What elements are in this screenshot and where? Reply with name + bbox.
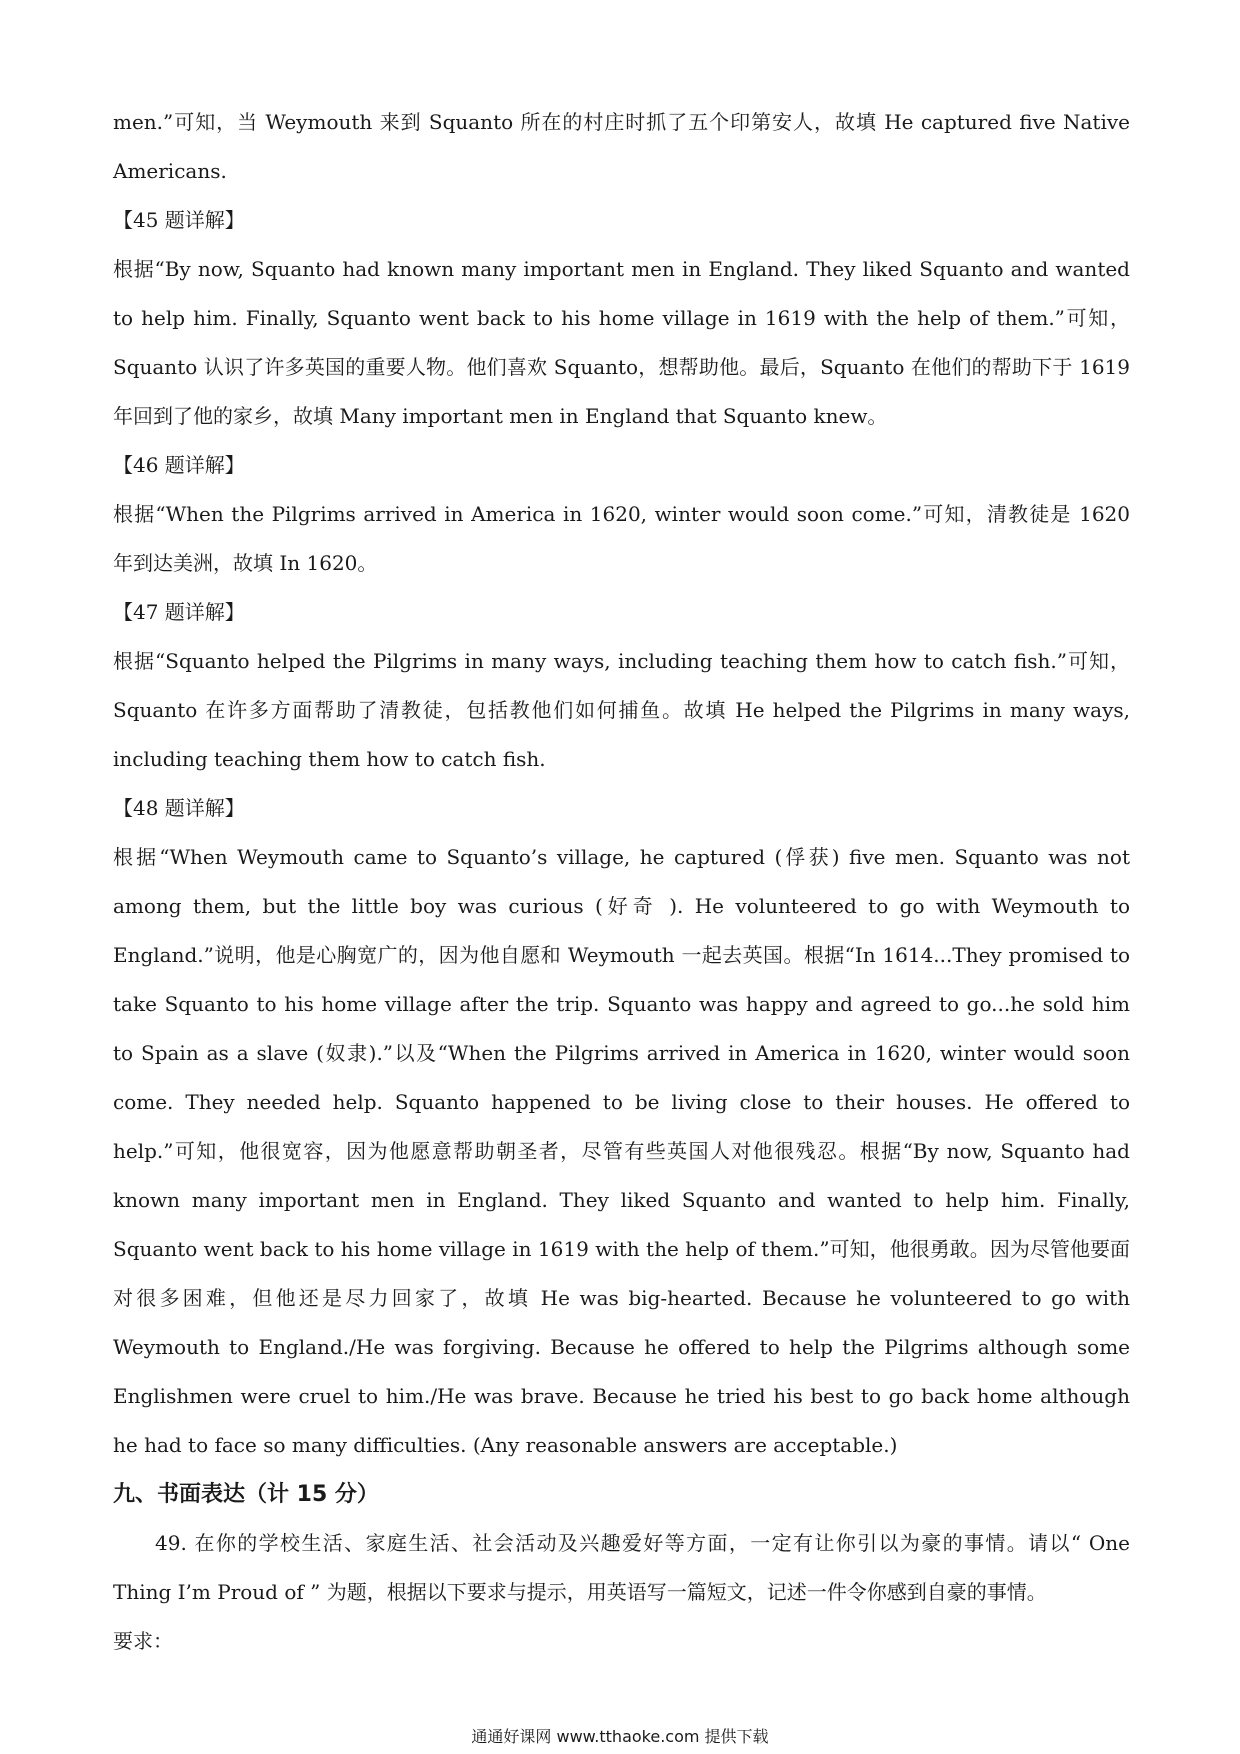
document-body (113, 98, 1130, 1666)
heading-46: 【46 题详解】 (113, 453, 245, 477)
paragraph-47: 根据“Squanto helped the Pilgrims in many ways, including teaching them how to catch fish.”可知，Squanto 在许多方面帮助了清教徒，包括教他们如何捕鱼。故填 He helped the Pilgrims in many ways, including teaching them how to catch fish. (113, 649, 1130, 771)
paragraph-44-continued: men.”可知，当 Weymouth 来到 Squanto 所在的村庄时抓了五个印第安人，故填 He captured five Native Americans. (113, 110, 1130, 183)
question-49: 49. 在你的学校生活、家庭生活、社会活动及兴趣爱好等方面，一定有让你引以为豪的事情。请以“ One Thing I’m Proud of ” 为题，根据以下要求与提示，用英语写一篇短文，记述一件令你感到自豪的事情。 (113, 1531, 1130, 1604)
heading-47: 【47 题详解】 (113, 600, 245, 624)
requirements-label: 要求： (113, 1629, 173, 1653)
paragraph-46: 根据“When the Pilgrims arrived in America in 1620, winter would soon come.”可知，清教徒是 1620 年到达美洲，故填 In 1620。 (113, 502, 1130, 575)
heading-48: 【48 题详解】 (113, 796, 245, 820)
paragraph-45: 根据“By now, Squanto had known many important men in England. They liked Squanto and wanted to help him. Finally, Squanto went back to his home village in 1619 with the help of them.”可知，Squanto 认识了许多英国的重要人物。他们喜欢 Squanto，想帮助他。最后，Squanto 在他们的帮助下于 1619 年回到了他的家乡，故填 Many important men in England that Squanto knew。 (113, 257, 1130, 428)
section-heading-writing: 九、书面表达（计 15 分） (113, 1482, 379, 1507)
paragraph-48: 根据“When Weymouth came to Squanto’s village, he captured (俘获) five men. Squanto was not among them, but the little boy was curious (好奇 ). He volunteered to go with Weymouth to England.”说明，他是心胸宽广的，因为他自愿和 Weymouth 一起去英国。根据“In 1614...They promised to take Squanto to his home village after the trip. Squanto was happy and agreed to go...he sold him to Spain as a slave (奴隶).”以及“When the Pilgrims arrived in America in 1620, winter would soon come. They needed help. Squanto happened to be living close to their houses. He offered to help.”可知，他很宽容，因为他愿意帮助朝圣者，尽管有些英国人对他很残忍。根据“By now, Squanto had known many important men in England. They liked Squanto and wanted to help him. Finally, Squanto went back to his home village in 1619 with the help of them.”可知，他很勇敢。因为尽管他要面对很多困难，但他还是尽力回家了，故填 He was big-hearted. Because he volunteered to go with Weymouth to England./He was forgiving. Because he offered to help the Pilgrims although some Englishmen were cruel to him./He was brave. Because he tried his best to go back home although he had to face so many difficulties. (Any reasonable answers are acceptable.) (113, 845, 1130, 1457)
heading-45: 【45 题详解】 (113, 208, 245, 232)
page-footer: 通通好课网 www.tthaoke.com 提供下载 (471, 1727, 769, 1746)
